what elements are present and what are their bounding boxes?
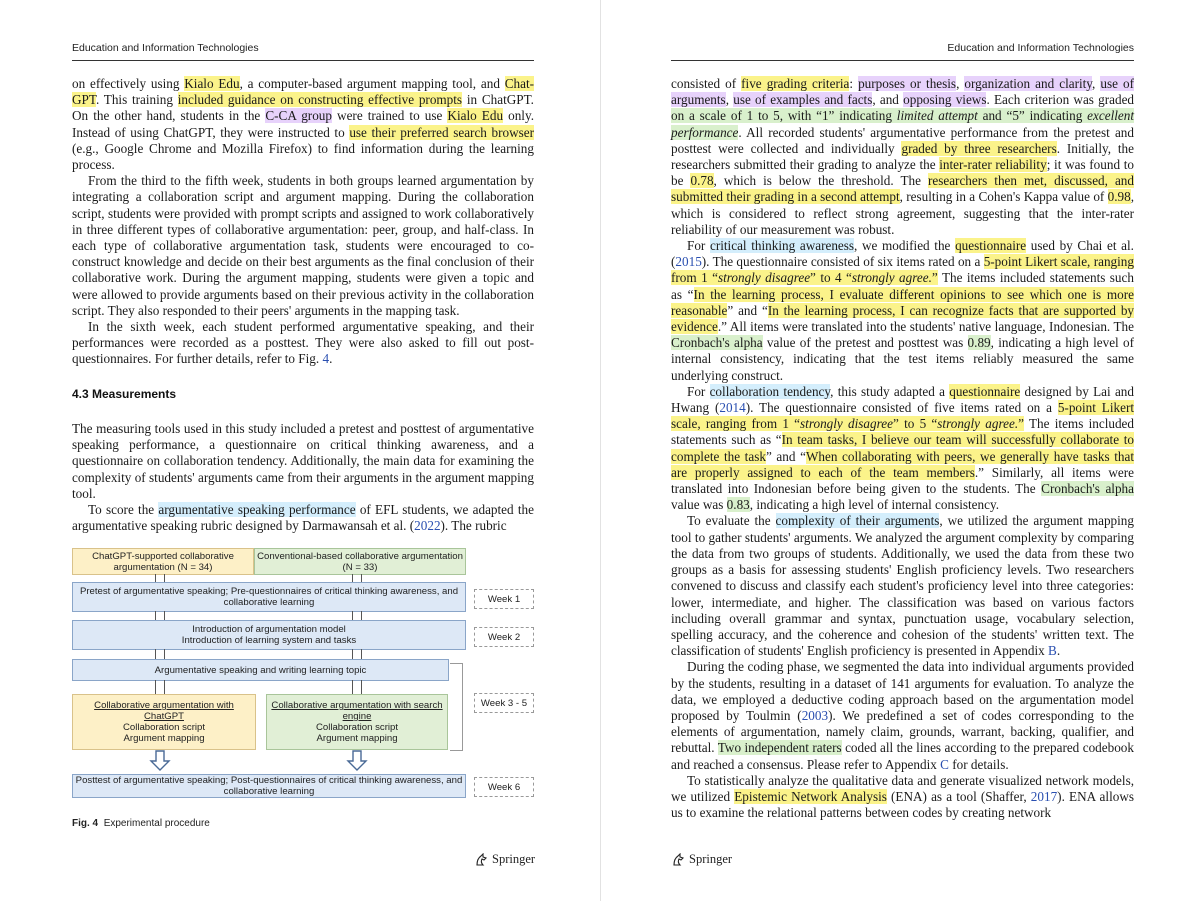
highlight-yellow[interactable]: questionnaire [949, 383, 1021, 399]
connector [155, 649, 165, 659]
publisher-name: Springer [689, 852, 733, 866]
highlight-green[interactable]: excellent performance [671, 108, 1135, 140]
right-body [671, 76, 1134, 821]
text-run: (ENA) as a tool (Shaffer, [886, 788, 1031, 804]
text-run: : [849, 76, 859, 91]
highlight-yellow[interactable]: strongly agree. [851, 270, 932, 286]
step-pretest [72, 582, 466, 612]
text-run: coded all the lines according to the prepared codebook and reached a consensus. Please refer to Appendix [671, 740, 1134, 772]
header-rule [72, 60, 534, 61]
step-chatgpt-argumentation [72, 694, 256, 750]
step-posttest-label: Posttest of argumentative speaking; Post-questionnaires of critical thinking awareness, and collaborative learning [75, 775, 463, 797]
running-header: Education and Information Technologies [947, 42, 1134, 54]
text-run: , [956, 76, 965, 91]
highlight-green[interactable]: Cronbach's alpha [1041, 481, 1134, 497]
figure-link[interactable]: 4 [322, 351, 330, 367]
paragraph [72, 502, 534, 534]
week-6-label: Week 6 [474, 777, 534, 797]
text-run: value of the pretest and posttest was [762, 335, 968, 351]
highlight-yellow[interactable]: use their preferred search browser [349, 124, 534, 140]
highlight-yellow[interactable]: 0.98 [1107, 189, 1131, 205]
text-run: , we modified the [854, 238, 956, 254]
text-run: To score the [88, 502, 159, 518]
text-run: , indicating a high level of internal consistency, indicating that the test items reliably measured the same underlying construct. [671, 335, 1134, 383]
text-run: For [687, 238, 710, 254]
publisher-name: Springer [492, 852, 536, 866]
text-run: .” All items were translated into the students' native language, Indonesian. The [717, 319, 1134, 335]
paragraph [671, 513, 1134, 659]
text-run: The items included statements such as “ [671, 416, 1134, 448]
text-run: designed by Lai and Hwang ( [671, 383, 1134, 416]
step-chatgpt-line3: Argument mapping [123, 733, 205, 744]
section-heading: 4.3 Measurements [72, 387, 177, 401]
text-run: on effectively using [72, 76, 185, 91]
highlight-yellow[interactable]: ” [931, 270, 938, 286]
text-run: ). The questionnaire consisted of five items rated on a [745, 400, 1058, 416]
step-pretest-label: Pretest of argumentative speaking; Pre-questionnaires of critical thinking awareness, and collaborative learning [79, 586, 459, 608]
highlight-yellow[interactable]: researchers then met, discussed, and submitted their grading in a second attempt [671, 173, 1134, 205]
highlight-green[interactable]: 0.83 [726, 497, 750, 513]
highlight-green[interactable]: limited attempt [896, 108, 978, 124]
highlight-purple[interactable]: use of examples and facts [733, 92, 873, 108]
group-b-label: Conventional-based collaborative argumentation (N = 33) [257, 550, 463, 573]
text-run: for details. [948, 756, 1009, 772]
highlight-yellow[interactable]: 5-point Likert scale, ranging from 1 “ [671, 254, 1134, 286]
highlight-blue[interactable]: complexity of their arguments [775, 513, 940, 529]
left-body-top [72, 76, 534, 368]
week-2-label: Week 2 [474, 627, 534, 647]
connector [155, 680, 165, 694]
highlight-yellow[interactable]: strongly disagree [717, 270, 811, 286]
text-run: . [329, 351, 333, 367]
highlight-blue[interactable]: argumentative speaking performance [158, 502, 356, 518]
text-run: To statistically analyze the qualitative data and generate visualized network models, we utilized [671, 772, 1134, 804]
highlight-yellow[interactable]: Kialo Edu [184, 76, 240, 91]
highlight-green[interactable]: Two independent raters [717, 740, 842, 756]
text-run: , this study adapted a [830, 383, 950, 399]
text-run: , [725, 92, 734, 108]
text-run: . This training [95, 92, 178, 108]
highlight-blue[interactable]: collaboration tendency [709, 383, 831, 399]
highlight-yellow[interactable]: included guidance on constructing effective prompts [177, 92, 463, 108]
step-learning-topic-label: Argumentative speaking and writing learning topic [154, 664, 367, 676]
group-a-box [72, 548, 254, 575]
week-1-label: Week 1 [474, 589, 534, 609]
text-run: were trained to use [331, 108, 448, 124]
highlight-yellow[interactable]: ” to 4 “ [810, 270, 852, 286]
paragraph [72, 76, 534, 173]
highlight-yellow[interactable]: graded by three researchers [901, 140, 1057, 156]
text-run: consisted of [671, 76, 742, 91]
step-introduction-line1: Introduction of argumentation model [192, 624, 346, 635]
citation-link[interactable]: 2022 [414, 518, 441, 534]
figure-caption [72, 818, 210, 829]
highlight-yellow[interactable]: strongly agree. [937, 416, 1019, 432]
step-search-line2: Collaboration script [315, 722, 399, 733]
highlight-yellow[interactable]: In the learning process, I can recognize facts that are supported by evidence [671, 302, 1135, 335]
highlight-yellow[interactable]: questionnaire [955, 238, 1027, 254]
publisher-footer [671, 852, 732, 867]
text-run: , [1092, 76, 1101, 91]
step-chatgpt-line2: Collaboration script [122, 722, 206, 733]
highlight-blue[interactable]: critical thinking awareness [709, 238, 855, 254]
highlight-yellow[interactable]: ” [1018, 416, 1024, 432]
step-chatgpt-title: Collaborative argumentation with ChatGPT [94, 700, 234, 722]
citation-link[interactable]: 2014 [719, 400, 746, 416]
text-run: value was [671, 497, 727, 513]
text-run: . [1056, 643, 1061, 659]
connector [352, 649, 362, 659]
springer-horse-icon [671, 853, 685, 867]
citation-link[interactable]: 2015 [675, 254, 702, 270]
step-learning-topic [72, 659, 449, 681]
citation-link[interactable]: 2003 [801, 707, 829, 723]
highlight-purple[interactable]: purposes or thesis [858, 76, 957, 91]
highlight-purple[interactable]: use of arguments [671, 76, 1134, 108]
text-run: used by Chai et al. ( [671, 238, 1134, 270]
highlight-yellow[interactable]: Chat-GPT [72, 76, 535, 108]
text-run: (e.g., Google Chrome and Mozilla Firefox) to find information during the learning process. [72, 140, 534, 173]
paragraph [671, 238, 1134, 384]
down-arrow-icon [149, 750, 171, 772]
text-run: ). We predefined a set of codes corresponding to the elements of argumentation, namely claim, grounds, warrant, backing, qualifier, and rebuttal. [671, 707, 1135, 756]
connector [352, 680, 362, 694]
text-run: in ChatGPT. On the other hand, students in the [72, 92, 534, 124]
step-search-title: Collaborative argumentation with search engine [271, 700, 443, 722]
highlight-yellow[interactable]: strongly disagree [800, 416, 893, 432]
text-run: ” and “ [765, 448, 806, 464]
appendix-link[interactable]: C [940, 756, 949, 772]
highlight-yellow[interactable]: 0.78 [690, 173, 714, 189]
text-run: , and [872, 92, 904, 108]
text-run: . All recorded students' argumentative performance from the pretest and posttest were collected and individually [671, 124, 1134, 156]
highlight-yellow[interactable]: Kialo Edu [447, 108, 504, 124]
text-run: . Each criterion was graded [986, 92, 1135, 108]
highlight-yellow[interactable]: 5-point Likert scale, ranging from 1 “ [671, 400, 1135, 432]
paragraph [72, 319, 534, 368]
text-run: only. Instead of using ChatGPT, they were instructed to [72, 108, 535, 140]
step-posttest [72, 774, 466, 798]
connector [352, 611, 362, 620]
springer-horse-icon [474, 853, 488, 867]
connector [352, 574, 362, 582]
highlight-green[interactable]: Cronbach's alpha [671, 335, 763, 351]
paragraph [671, 384, 1134, 514]
step-introduction-line2: Introduction of learning system and tasks [181, 635, 357, 646]
group-a-label: ChatGPT-supported collaborative argumentation (N = 34) [92, 550, 234, 573]
caption-label: Fig. 4 [72, 818, 99, 829]
paragraph [671, 76, 1134, 238]
connector [155, 611, 165, 620]
week-3-5-label: Week 3 - 5 [474, 693, 534, 713]
text-run: , which is below the threshold. The [713, 173, 928, 189]
week-3-5-bracket [450, 663, 463, 751]
header-rule [671, 60, 1134, 61]
text-run: For [687, 383, 710, 399]
publisher-footer [474, 852, 535, 867]
text-run: ). The rubric [440, 518, 507, 534]
right-page [601, 0, 1200, 901]
experimental-procedure-figure [70, 545, 540, 807]
connector [155, 574, 165, 582]
highlight-yellow[interactable]: In the learning process, I evaluate different opinions to see which one is more reasonable [671, 286, 1134, 318]
highlight-yellow[interactable]: When collaborating with peers, we generally have tasks that are properly assigned to each of the team members [671, 448, 1135, 480]
paragraph [671, 659, 1134, 772]
highlight-green[interactable]: 0.89 [967, 335, 991, 351]
highlight-yellow[interactable]: Epistemic Network Analysis [734, 788, 887, 804]
text-run: , indicating a high level of internal consistency. [749, 497, 1000, 513]
text-run: ). ENA allows us to examine the relational patterns between codes by creating network [671, 788, 1134, 821]
text-run: The items included statements such as “ [671, 270, 1134, 302]
highlight-purple[interactable]: C-CA group [265, 108, 332, 124]
left-body-bottom [72, 421, 534, 534]
text-run: In the sixth week, each student performed argumentative speaking, and their performances were recorded as a posttest. They were also asked to fill out post-questionnaires. For further details, refer to Fig. [72, 319, 534, 367]
appendix-link[interactable]: B [1048, 643, 1057, 659]
text-run: To evaluate the [687, 513, 776, 529]
text-run: , a computer-based argument mapping tool, and [239, 76, 505, 91]
highlight-green[interactable]: on a scale of 1 to 5, with “1” indicating [671, 108, 897, 124]
group-b-box [254, 548, 466, 575]
step-search-argumentation [266, 694, 448, 750]
text-run: ). The questionnaire consisted of six items rated on a [701, 254, 984, 270]
text-run: .” Similarly, all items were translated into Indonesian before being given to the students. The [671, 464, 1134, 497]
text-run: ; it was found to be [671, 157, 1134, 189]
citation-link[interactable]: 2017 [1030, 788, 1058, 804]
text-run: of EFL students, we adapted the argumentative speaking rubric designed by Darmawansah et al. ( [72, 502, 534, 534]
highlight-yellow[interactable]: five grading criteria [741, 76, 850, 91]
text-run: During the coding phase, we segmented the data into individual arguments provided by the students, resulting in a dataset of 141 arguments for evaluation. To analyze the data, we employed a deductive coding approach based on the argumentation model proposed by Toulmin ( [671, 659, 1134, 723]
down-arrow-icon [346, 750, 368, 772]
caption-text: Experimental procedure [103, 818, 210, 829]
paragraph [671, 773, 1134, 822]
step-introduction [72, 620, 466, 650]
highlight-yellow[interactable]: In team tasks, I believe our team will successfully collaborate to complete the task [671, 432, 1134, 464]
highlight-yellow[interactable]: ” to 5 “ [892, 416, 938, 432]
text-run: , we utilized the argument mapping tool to gather students' arguments. We analyzed the argument complexity by comparing the data from two groups of students. Additionally, we used the data from these two groups as a basis for assessing students' English proficiency levels. Two researchers convened to discuss and classify each student's proficiency level into three categories: lower, intermediate, and higher. The classification was based on various factors including overall grammar and syntax, punctuation usage, vocabulary selection, spelling accuracy, and the coherence and cohesion of the students' written text. The classification of students' English proficiency is presented in Appendix [671, 513, 1134, 659]
text-run: . Initially, the researchers submitted their grading to analyze the [671, 140, 1134, 173]
running-header: Education and Information Technologies [72, 42, 259, 54]
paragraph: From the third to the fifth week, students in both groups learned argumentation by integrating a collaboration script and argument mapping. During the collaboration script, students were provided with prompt scripts and assigned to work collaboratively in three different types of collaborative argumentation: peer, group, and half-class. In each type of collaborative argumentation task, students were encouraged to co-construct knowledge and decide on their best arguments as the final conclusion of their collaborative work. During the argument mapping, students were given a topic and were allowed to provide arguments based on their previous activity in the collaboration script. They also responded to their peers' arguments in the mapping task. [72, 173, 534, 318]
highlight-purple[interactable]: organization and clarity [964, 76, 1093, 91]
paragraph: The measuring tools used in this study included a pretest and posttest of argumentative speaking performance, a questionnaire on critical thinking awareness, and a questionnaire on collaboration tendency. Additionally, the main data for examining the complexity of students' arguments came from their arguments in the argument mapping tool. [72, 421, 534, 501]
highlight-purple[interactable]: opposing views [903, 92, 987, 108]
highlight-yellow[interactable]: inter-rater reliability [939, 157, 1047, 173]
text-run: ” and “ [727, 302, 768, 318]
step-search-line3: Argument mapping [316, 733, 398, 744]
text-run: , which is considered to reflect strong agreement, suggesting that the inter-rater reliability of our measurement was robust. [671, 189, 1134, 237]
text-run: , resulting in a Cohen's Kappa value of [899, 189, 1108, 205]
highlight-green[interactable]: and “5” indicating [977, 108, 1088, 124]
